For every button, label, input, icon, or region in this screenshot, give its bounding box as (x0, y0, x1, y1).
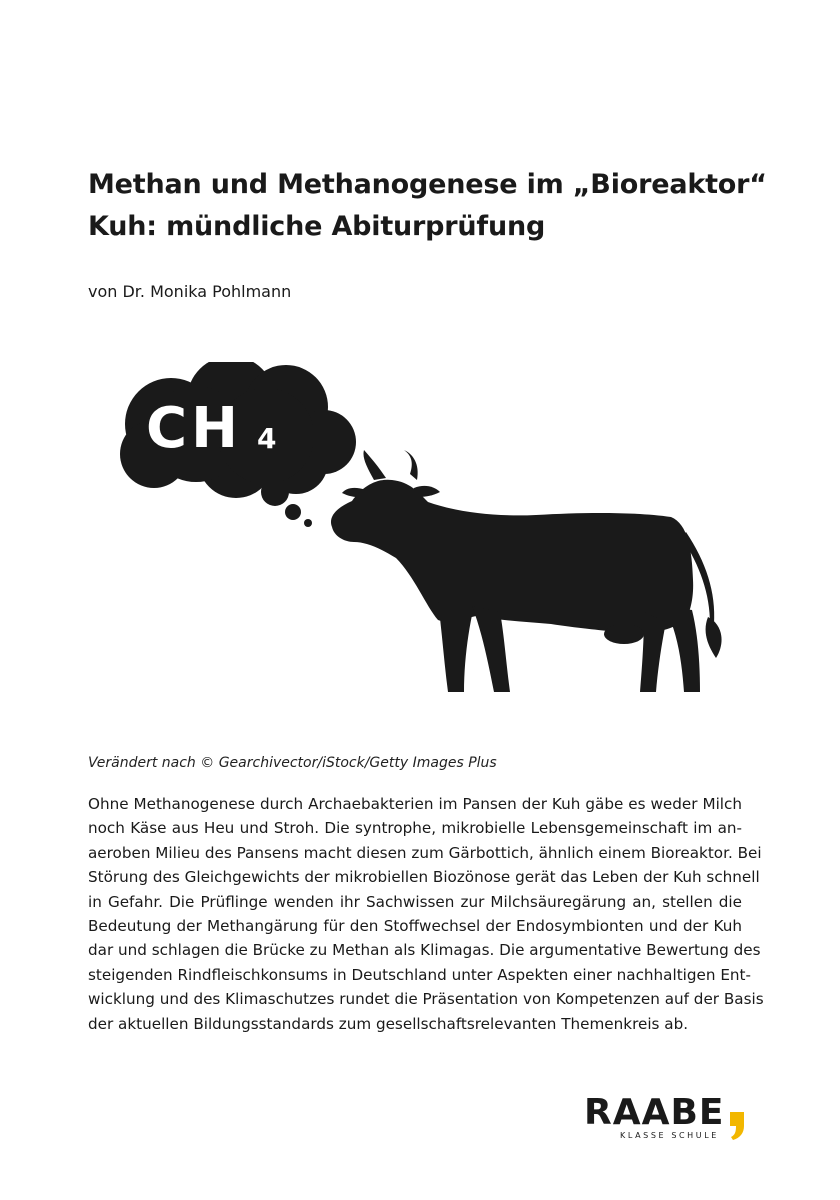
author-line: von Dr. Monika Pohlmann (88, 282, 292, 301)
abstract-line: wicklung und des Klimaschutzes rundet die Präsentation von Kompetenzen auf der Basis (88, 990, 764, 1009)
title-line-2: Kuh: mündliche Abiturprüfung (88, 211, 546, 242)
raabe-logo (584, 1092, 754, 1140)
logo-tagline: KLASSE SCHULE (620, 1131, 719, 1140)
abstract-line: Bedeutung der Methangärung für den Stoffwechsel der Endosymbionten und der Kuh (88, 917, 742, 936)
logo-comma (730, 1112, 744, 1140)
cloud-formula-subscript: 4 (257, 422, 277, 455)
cloud-formula: CH (146, 396, 242, 461)
abstract-line: in Gefahr. Die Prüflinge wenden ihr Sachwissen zur Milchsäuregärung an, stellen die (88, 892, 742, 911)
logo-brand: RAABE (584, 1092, 725, 1133)
abstract-line: noch Käse aus Heu und Stroh. Die syntrophe, mikrobielle Lebensgemeinschaft im an- (88, 819, 742, 838)
abstract-paragraph (88, 792, 764, 1036)
abstract-line: Ohne Methanogenese durch Archaebakterien im Pansen der Kuh gäbe es weder Milch (88, 795, 742, 813)
cover-illustration (96, 362, 736, 722)
title-line-1: Methan und Methanogenese im „Bioreaktor“ (88, 169, 767, 200)
page-title (88, 164, 768, 248)
abstract-line: Störung des Gleichgewichts der mikrobiellen Biozönose gerät das Leben der Kuh schnell (88, 868, 760, 887)
abstract-line: dar und schlagen die Brücke zu Methan als Klimagas. Die argumentative Bewertung des (88, 941, 761, 960)
abstract-line: aeroben Milieu des Pansens macht diesen zum Gärbottich, ähnlich einem Bioreaktor. Bei (88, 843, 762, 862)
image-credit: Verändert nach © Gearchivector/iStock/Getty Images Plus (88, 755, 497, 771)
abstract-line: steigenden Rindfleischkonsums in Deutschland unter Aspekten einer nachhaltigen Ent- (88, 965, 751, 984)
abstract-line: der aktuellen Bildungsstandards zum gesellschaftsrelevanten Themenkreis ab. (88, 1014, 689, 1033)
cow-silhouette-icon (331, 450, 722, 692)
